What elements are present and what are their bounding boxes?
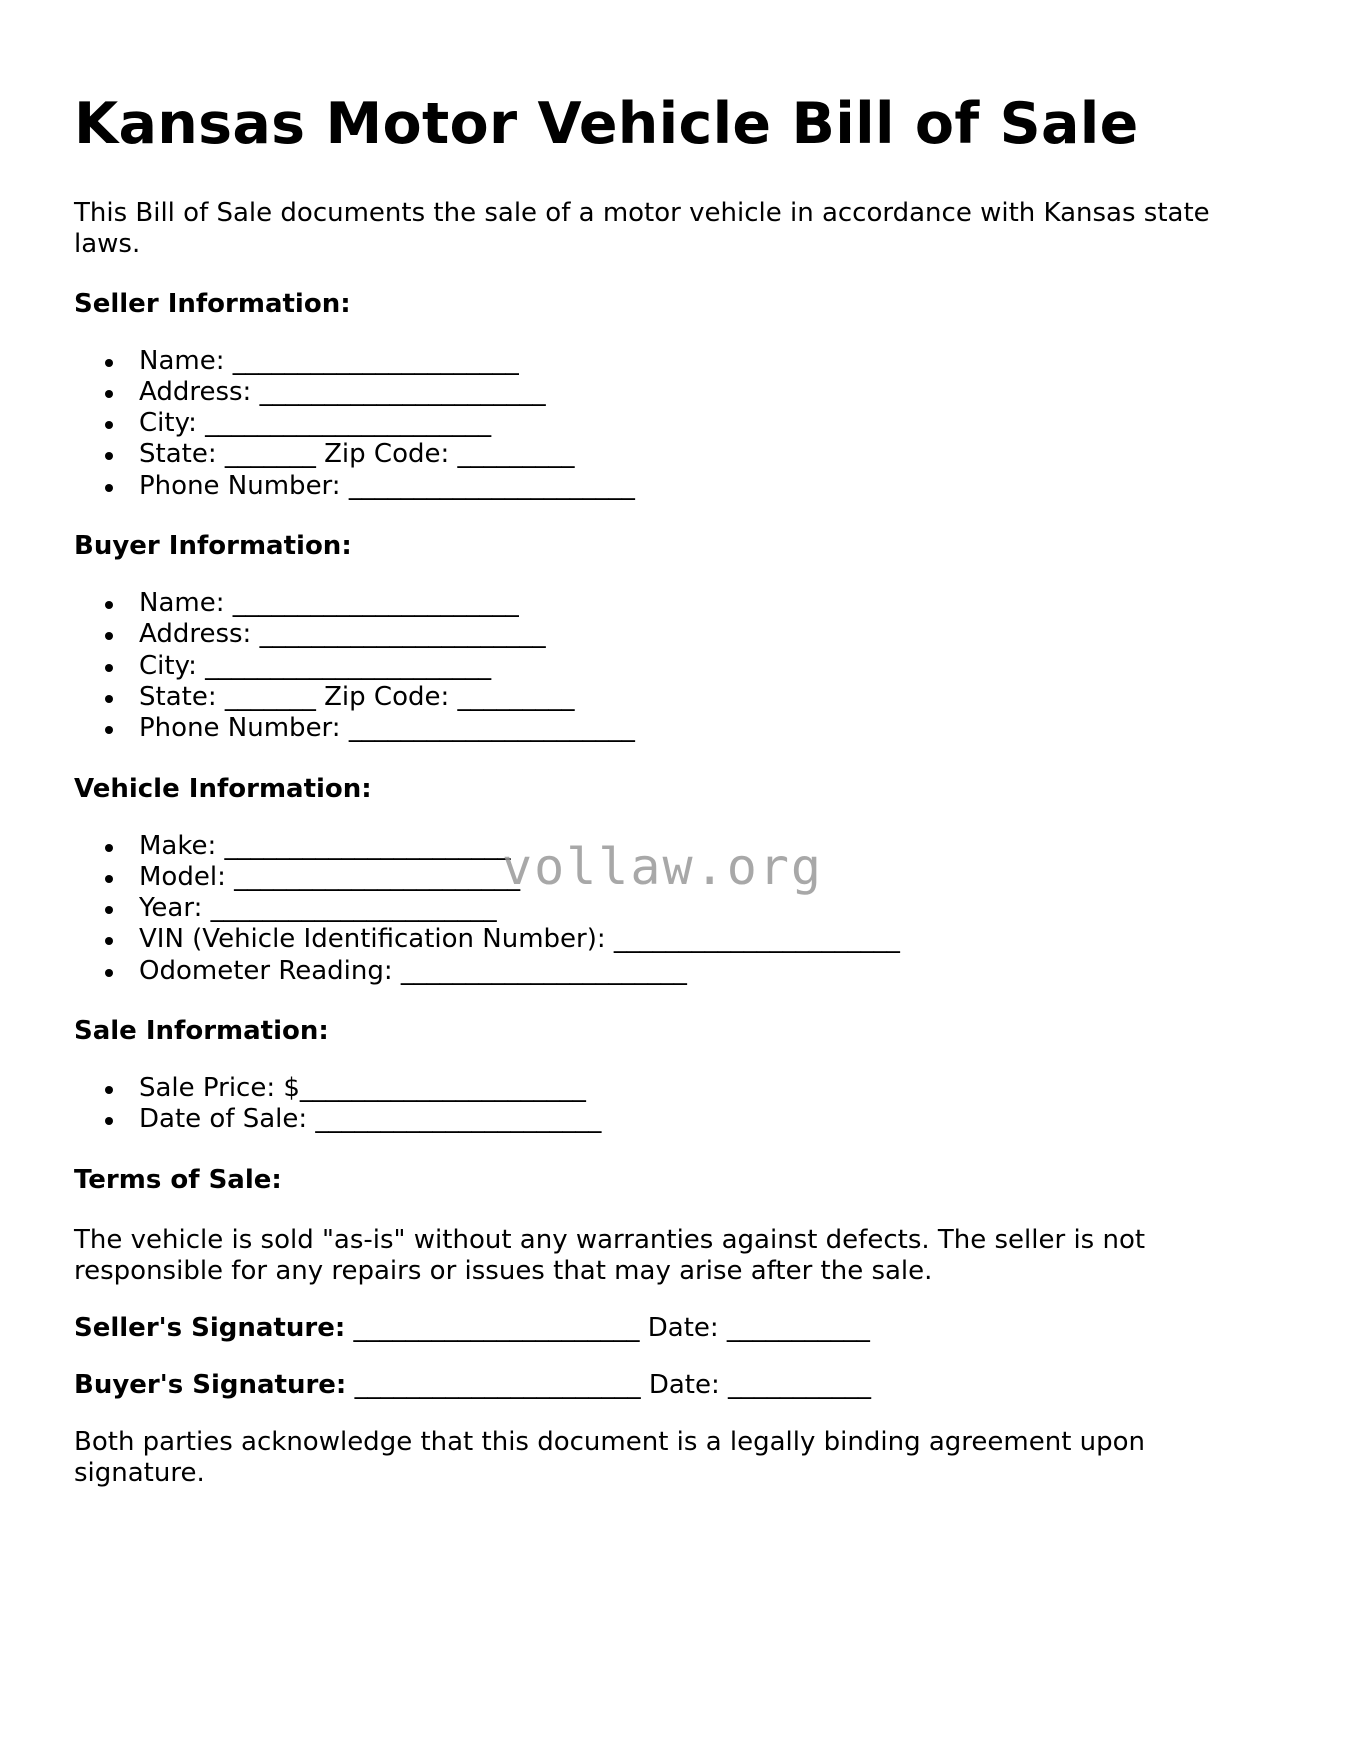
sale-heading: Sale Information: [74,1016,329,1046]
closing-paragraph: Both parties acknowledge that this document is a legally binding agreement upon signature. [74,1426,1146,1488]
buyer-signature-blank: ______________________ Date: ___________ [354,1369,872,1400]
terms-paragraph: The vehicle is sold "as-is" without any warranties against defects. The seller is not responsible for any repairs or issues that may arise after the sale. [74,1224,1146,1286]
buyer-heading: Buyer Information: [74,531,352,562]
terms-heading: Terms of Sale: [74,1164,282,1195]
seller-fields [74,346,1274,502]
seller-city-field: City: ______________________ [139,408,1274,439]
intro-paragraph: This Bill of Sale documents the sale of a motor vehicle in accordance with Kansas state laws. [74,197,1210,259]
buyer-city-field: City: ______________________ [139,651,1274,682]
buyer-signature-line [74,1370,1274,1401]
buyer-fields [74,588,1274,744]
seller-signature-label: Seller's Signature: [74,1312,346,1343]
sale-fields [74,1073,1274,1136]
vehicle-model-field: Model: ______________________ [139,862,1274,893]
buyer-address-field: Address: ______________________ [139,619,1274,650]
vehicle-make-field: Make: ______________________ [139,831,1274,862]
seller-signature-line [74,1313,1274,1344]
vehicle-vin-field: VIN (Vehicle Identification Number): ______________________ [139,924,1274,955]
seller-address-field: Address: ______________________ [139,377,1274,408]
buyer-name-field: Name: ______________________ [139,588,1274,619]
seller-state-zip-field: State: _______ Zip Code: _________ [139,439,1274,470]
buyer-state-zip-field: State: _______ Zip Code: _________ [139,682,1274,713]
sale-date-field: Date of Sale: ______________________ [139,1104,1274,1135]
seller-name-field: Name: ______________________ [139,346,1274,377]
document-title: Kansas Motor Vehicle Bill of Sale [74,91,1139,157]
vehicle-heading: Vehicle Information: [74,773,372,804]
seller-heading: Seller Information: [74,288,351,319]
seller-signature-blank: ______________________ Date: ___________ [353,1312,870,1343]
vehicle-year-field: Year: ______________________ [139,893,1274,924]
buyer-phone-field: Phone Number: ______________________ [139,713,1274,744]
sale-price-field: Sale Price: $______________________ [139,1073,1274,1104]
document-page [74,92,1274,1489]
vehicle-odometer-field: Odometer Reading: ______________________ [139,956,1274,987]
buyer-signature-label: Buyer's Signature: [74,1369,347,1400]
watermark: vollaw.org [502,838,824,896]
seller-phone-field: Phone Number: ______________________ [139,471,1274,502]
